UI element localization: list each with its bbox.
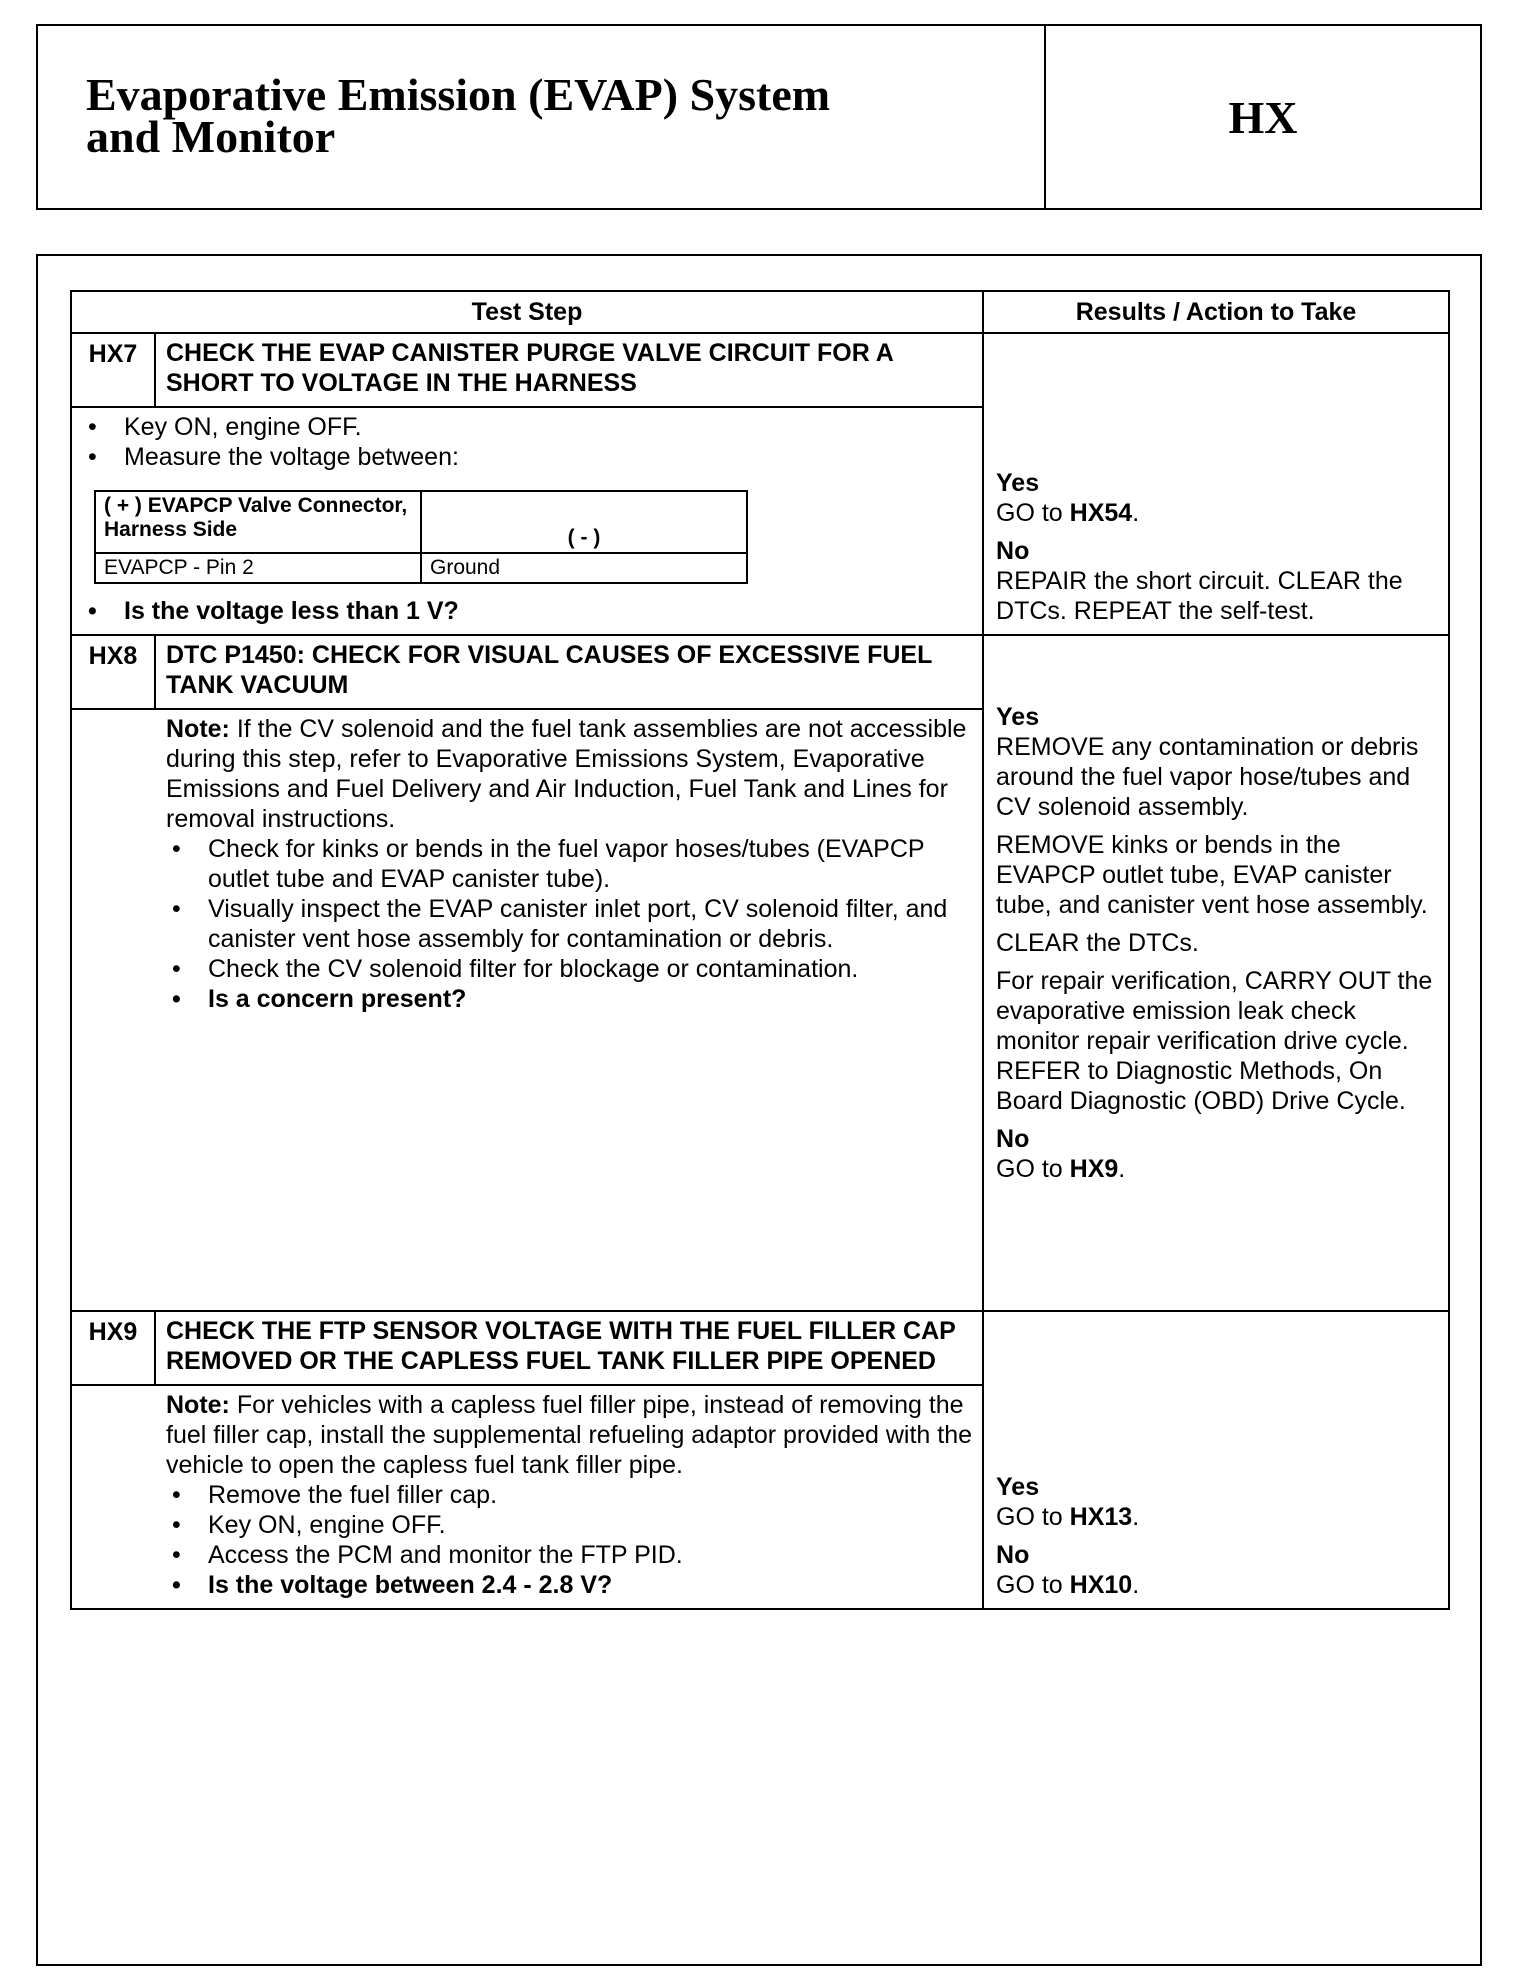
step-hx8-results bbox=[983, 635, 1449, 1311]
step-hx9-results bbox=[983, 1311, 1449, 1609]
step-bullet: • Access the PCM and monitor the FTP PID. bbox=[166, 1540, 972, 1570]
step-hx7-title-row bbox=[71, 333, 1449, 407]
step-title: CHECK THE EVAP CANISTER PURGE VALVE CIRCUIT FOR A SHORT TO VOLTAGE IN THE HARNESS bbox=[155, 333, 983, 407]
step-question: • Is the voltage between 2.4 - 2.8 V? bbox=[166, 1570, 972, 1600]
no-label: No bbox=[996, 1125, 1030, 1153]
no-label: No bbox=[996, 1541, 1030, 1569]
yes-target-link[interactable]: HX54 bbox=[1069, 499, 1133, 527]
page-title-line1: Evaporative Emission (EVAP) System bbox=[86, 69, 831, 120]
no-label: No bbox=[996, 537, 1030, 565]
page-title bbox=[38, 26, 1046, 208]
step-note bbox=[166, 714, 972, 834]
note-text: If the CV solenoid and the fuel tank assemblies are not accessible during this step, refer to Evaporative Emissions System, Evaporative Emissions and Fuel Delivery and Air Induction, Fuel Tank and Lines for removal instructions. bbox=[166, 715, 967, 833]
page-header bbox=[36, 24, 1482, 210]
measure-table bbox=[94, 490, 748, 584]
step-bullet: • Key ON, engine OFF. bbox=[82, 412, 972, 442]
measure-col2-value: Ground bbox=[421, 553, 747, 583]
no-action bbox=[996, 1570, 1442, 1600]
page-title-line2: and Monitor bbox=[86, 111, 336, 162]
note-label: Note: bbox=[166, 715, 230, 743]
no-text: GO to bbox=[996, 1155, 1070, 1183]
note-label: Note: bbox=[166, 1391, 230, 1419]
measure-col2-header: ( - ) bbox=[421, 491, 747, 553]
no-text: GO to bbox=[996, 1571, 1070, 1599]
step-bullet: • Remove the fuel filler cap. bbox=[166, 1480, 972, 1510]
table-header-row bbox=[71, 291, 1449, 333]
step-hx9-title-row bbox=[71, 1311, 1449, 1385]
step-note bbox=[166, 1390, 972, 1480]
yes-paragraph: REMOVE any contamination or debris around the fuel vapor hose/tubes and CV solenoid assembly. bbox=[996, 733, 1419, 821]
yes-end: . bbox=[1132, 1503, 1140, 1531]
step-bullet: • Check the CV solenoid filter for blockage or contamination. bbox=[166, 954, 972, 984]
step-hx7-results bbox=[983, 333, 1449, 635]
step-question: • Is a concern present? bbox=[166, 984, 972, 1014]
step-hx8-body bbox=[71, 709, 983, 1311]
yes-paragraph: REMOVE kinks or bends in the EVAPCP outlet tube, EVAP canister tube, and canister vent hose assembly. bbox=[996, 831, 1428, 919]
yes-label: Yes bbox=[996, 469, 1040, 497]
step-hx8-title-row bbox=[71, 635, 1449, 709]
measure-col1-value: EVAPCP - Pin 2 bbox=[95, 553, 421, 583]
no-action: REPAIR the short circuit. CLEAR the DTCs. REPEAT the self-test. bbox=[996, 567, 1403, 625]
diagnostic-table bbox=[70, 290, 1450, 1610]
yes-label: Yes bbox=[996, 1473, 1040, 1501]
no-end: . bbox=[1118, 1155, 1126, 1183]
step-hx7-body bbox=[71, 407, 983, 635]
yes-text: GO to bbox=[996, 499, 1070, 527]
step-bullet: • Visually inspect the EVAP canister inlet port, CV solenoid filter, and canister vent hose assembly for contamination or debris. bbox=[166, 894, 972, 954]
col-header-test-step: Test Step bbox=[71, 291, 983, 333]
col-header-results: Results / Action to Take bbox=[983, 291, 1449, 333]
no-target-link[interactable]: HX10 bbox=[1069, 1571, 1133, 1599]
no-end: . bbox=[1132, 1571, 1140, 1599]
measure-col1-header: ( + ) EVAPCP Valve Connector, Harness Side bbox=[95, 491, 421, 553]
yes-paragraph: For repair verification, CARRY OUT the evaporative emission leak check monitor repair verification drive cycle. REFER to Diagnostic Methods, On Board Diagnostic (OBD) Drive Cycle. bbox=[996, 967, 1433, 1115]
step-id: HX9 bbox=[71, 1311, 155, 1385]
yes-label: Yes bbox=[996, 703, 1040, 731]
step-id: HX7 bbox=[71, 333, 155, 407]
yes-text: GO to bbox=[996, 1503, 1070, 1531]
yes-target-link[interactable]: HX13 bbox=[1069, 1503, 1133, 1531]
step-question: • Is the voltage less than 1 V? bbox=[82, 596, 972, 626]
step-title: DTC P1450: CHECK FOR VISUAL CAUSES OF EXCESSIVE FUEL TANK VACUUM bbox=[155, 635, 983, 709]
yes-paragraph: CLEAR the DTCs. bbox=[996, 929, 1199, 957]
note-text: For vehicles with a capless fuel filler pipe, instead of removing the fuel filler cap, install the supplemental refueling adaptor provided with the vehicle to open the capless fuel tank filler pipe. bbox=[166, 1391, 973, 1479]
yes-action bbox=[996, 1502, 1442, 1532]
yes-action bbox=[996, 498, 1442, 528]
section-code: HX bbox=[1228, 91, 1298, 143]
step-bullet: • Check for kinks or bends in the fuel vapor hoses/tubes (EVAPCP outlet tube and EVAP canister tube). bbox=[166, 834, 972, 894]
step-id: HX8 bbox=[71, 635, 155, 709]
yes-end: . bbox=[1132, 499, 1140, 527]
step-title: CHECK THE FTP SENSOR VOLTAGE WITH THE FUEL FILLER CAP REMOVED OR THE CAPLESS FUEL TANK FILLER PIPE OPENED bbox=[155, 1311, 983, 1385]
no-action bbox=[996, 1154, 1442, 1184]
step-bullet: • Key ON, engine OFF. bbox=[166, 1510, 972, 1540]
step-hx9-body bbox=[71, 1385, 983, 1609]
no-target-link[interactable]: HX9 bbox=[1069, 1155, 1119, 1183]
step-bullet: • Measure the voltage between: bbox=[82, 442, 972, 472]
